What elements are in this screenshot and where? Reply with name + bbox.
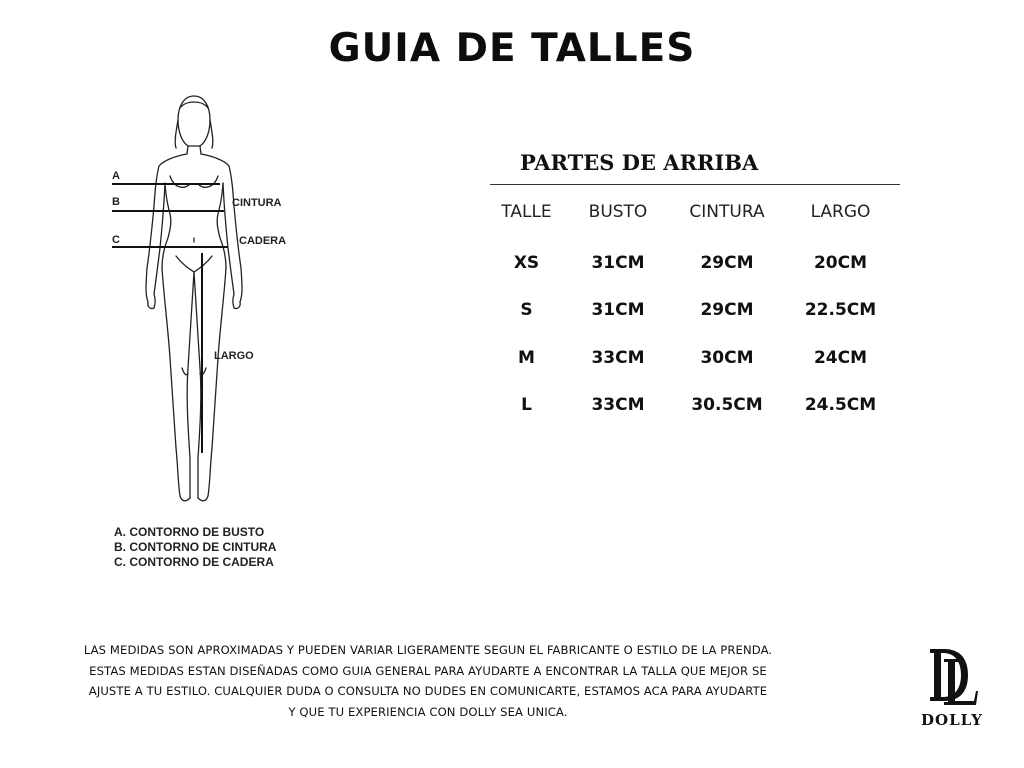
column-header-busto: BUSTO bbox=[588, 202, 648, 222]
column-header-talle: TALLE bbox=[501, 202, 552, 222]
size-cell: M bbox=[518, 347, 535, 368]
largo-cell: 24.5CM bbox=[804, 395, 877, 416]
table-row bbox=[490, 382, 900, 430]
measure-label-cintura: CINTURA bbox=[232, 197, 282, 209]
measure-label-b: B bbox=[112, 196, 120, 208]
logo-wordmark: DOLLY bbox=[921, 711, 983, 729]
table-title: PARTES DE ARRIBA bbox=[490, 148, 900, 185]
measurement-legend bbox=[114, 525, 276, 570]
dl-monogram-icon bbox=[912, 645, 992, 709]
largo-cell: 22.5CM bbox=[804, 300, 877, 321]
cintura-cell: 30CM bbox=[700, 347, 754, 368]
largo-cell: 24CM bbox=[813, 347, 868, 368]
disclaimer-line: LAS MEDIDAS SON APROXIMADAS Y PUEDEN VARIAR LIGERAMENTE SEGUN EL FABRICANTE O ESTILO DE LA PRENDA. bbox=[83, 643, 773, 657]
table-row bbox=[490, 239, 900, 287]
size-cell: XS bbox=[513, 252, 540, 273]
column-header-cintura: CINTURA bbox=[689, 202, 765, 222]
busto-cell: 33CM bbox=[591, 347, 645, 368]
legend-item: A. CONTORNO DE BUSTO bbox=[114, 525, 265, 539]
busto-cell: 33CM bbox=[591, 395, 645, 416]
measure-label-a: A bbox=[112, 170, 120, 182]
size-table bbox=[490, 148, 900, 429]
measure-label-cadera: CADERA bbox=[239, 235, 287, 247]
legend-item: C. CONTORNO DE CADERA bbox=[114, 555, 274, 569]
disclaimer-text bbox=[30, 640, 826, 722]
disclaimer-line: Y QUE TU EXPERIENCIA CON DOLLY SEA UNICA. bbox=[288, 704, 568, 719]
cintura-cell: 29CM bbox=[700, 252, 754, 273]
page-title: GUIA DE TALLES bbox=[328, 26, 696, 71]
dolly-logo bbox=[912, 645, 992, 735]
largo-cell: 20CM bbox=[813, 252, 868, 273]
cintura-cell: 29CM bbox=[700, 300, 754, 321]
size-cell: L bbox=[521, 395, 532, 416]
female-silhouette-illustration bbox=[100, 88, 340, 588]
table-row bbox=[490, 334, 900, 382]
column-header-largo: LARGO bbox=[810, 202, 871, 222]
disclaimer-line: AJUSTE A TU ESTILO. CUALQUIER DUDA O CONSULTA NO DUDES EN COMUNICARTE, ESTAMOS ACA PARA AYUDARTE bbox=[88, 684, 768, 698]
legend-item: B. CONTORNO DE CINTURA bbox=[114, 540, 277, 554]
busto-cell: 31CM bbox=[591, 300, 645, 321]
measure-label-c: C bbox=[112, 234, 120, 246]
size-cell: S bbox=[520, 300, 533, 321]
body-measurement-figure bbox=[100, 88, 340, 588]
table-header-row bbox=[490, 185, 900, 239]
cintura-cell: 30.5CM bbox=[691, 395, 763, 416]
table-row bbox=[490, 287, 900, 335]
measure-label-largo: LARGO bbox=[214, 350, 254, 362]
disclaimer-line: ESTAS MEDIDAS ESTAN DISEÑADAS COMO GUIA GENERAL PARA AYUDARTE A ENCONTRAR LA TALLA QUE MEJOR SE bbox=[89, 663, 767, 678]
busto-cell: 31CM bbox=[591, 252, 645, 273]
